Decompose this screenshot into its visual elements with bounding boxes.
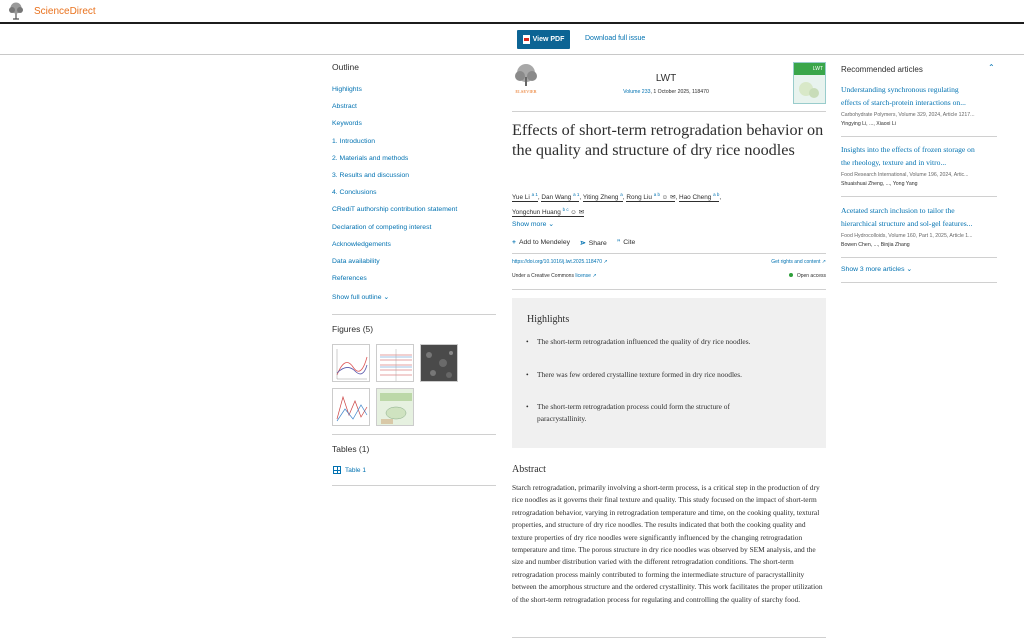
figure-thumbnail-5[interactable] bbox=[376, 388, 414, 426]
highlights-heading: Highlights bbox=[527, 314, 570, 325]
license-info bbox=[512, 273, 597, 279]
open-access-dot-icon bbox=[789, 273, 793, 277]
highlight-item: • There was few ordered crystalline texture formed in dry rice noodles. bbox=[537, 369, 777, 381]
author-link[interactable] bbox=[583, 194, 623, 202]
author-link[interactable] bbox=[512, 206, 585, 217]
pdf-icon bbox=[523, 35, 530, 44]
cover-art-icon bbox=[794, 75, 825, 103]
show-more-articles-label: Show 3 more articles bbox=[841, 266, 905, 273]
tables-heading: Tables (1) bbox=[332, 444, 370, 454]
add-to-mendeley-label: Add to Mendeley bbox=[518, 239, 570, 246]
recommended-article[interactable] bbox=[841, 205, 997, 248]
figure-thumbnail-1[interactable] bbox=[332, 344, 370, 382]
view-pdf-label: View PDF bbox=[532, 36, 565, 43]
figure-1-plot-icon bbox=[333, 345, 370, 382]
highlights-box bbox=[512, 298, 826, 448]
volume-link[interactable]: Volume 233 bbox=[623, 89, 651, 95]
author-name: Yiting Zheng bbox=[582, 194, 619, 202]
author-list: Yue Li $^{a 1}$, Dan Wang $^{a 1}$, Yiting Zheng $^a$, Rong Liu $^{a b}$ ☺ ✉, Hao Cheng $^{a b}$, Yongchun Huang $^{b c}$ ☺ ✉ bbox=[512, 192, 722, 216]
show-more-articles-link[interactable] bbox=[841, 265, 912, 273]
show-full-outline-label: Show full outline bbox=[332, 294, 382, 302]
table-1-link[interactable] bbox=[333, 466, 366, 474]
outline-item-credit-statement[interactable]: CRediT authorship contribution statement bbox=[332, 206, 458, 214]
recommended-article[interactable] bbox=[841, 84, 997, 127]
divider bbox=[332, 434, 496, 435]
show-more-label: Show more bbox=[512, 221, 547, 228]
share-label: Share bbox=[588, 240, 607, 247]
figure-3-sem-image-icon bbox=[421, 345, 458, 382]
elsevier-wordmark: ELSEVIER bbox=[515, 89, 537, 94]
recommended-source: Food Research International, Volume 196, 2024, Artic... bbox=[841, 172, 969, 178]
author-name: Yue Li bbox=[512, 194, 530, 202]
table-1-label: Table 1 bbox=[345, 466, 366, 474]
divider bbox=[841, 282, 997, 283]
author-affiliation: a bbox=[620, 192, 623, 197]
email-icon: ✉ bbox=[578, 208, 585, 216]
author-name: Rong Liu bbox=[626, 194, 652, 202]
cite-label: Cite bbox=[623, 239, 636, 246]
recommended-title-line[interactable]: the rheology, texture and in vitro... bbox=[841, 157, 947, 167]
outline-item-competing-interest[interactable]: Declaration of competing interest bbox=[332, 223, 432, 231]
doi-link[interactable] bbox=[512, 259, 608, 265]
author-name: Dan Wang bbox=[541, 194, 572, 202]
divider bbox=[512, 637, 826, 638]
recommended-authors: Bowen Chen, ..., Binjia Zhang bbox=[841, 242, 910, 248]
journal-title[interactable]: LWT bbox=[655, 73, 677, 84]
outline-item-materials-methods[interactable]: 2. Materials and methods bbox=[332, 154, 409, 162]
volume-details: , 1 October 2025, 118470 bbox=[650, 89, 709, 95]
divider bbox=[332, 485, 496, 486]
author-link[interactable] bbox=[541, 194, 579, 202]
share-button[interactable] bbox=[580, 239, 607, 247]
outline-item-references[interactable]: References bbox=[332, 275, 367, 283]
cite-button[interactable] bbox=[617, 239, 636, 247]
open-access-badge bbox=[760, 273, 826, 279]
journal-cover-image[interactable] bbox=[793, 62, 826, 104]
outline-item-conclusions[interactable]: 4. Conclusions bbox=[332, 189, 377, 197]
recommended-title-line[interactable]: effects of starch-protein interactions on... bbox=[841, 97, 966, 107]
recommended-source: Carbohydrate Polymers, Volume 329, 2024, Article 1217... bbox=[841, 112, 975, 118]
chevron-down-icon: ⌄ bbox=[548, 221, 554, 228]
plus-icon: + bbox=[512, 239, 516, 246]
recommended-authors: Yingying Li, ..., Xiaoxi Li bbox=[841, 121, 896, 127]
abstract-heading: Abstract bbox=[512, 464, 546, 475]
highlight-item: • The short-term retrogradation influenced the quality of dry rice noodles. bbox=[537, 336, 777, 348]
license-prefix: Under a Creative Commons bbox=[512, 273, 576, 279]
quote-icon: ” bbox=[616, 239, 621, 246]
outline-heading: Outline bbox=[332, 62, 359, 72]
elsevier-tree-logo-icon[interactable] bbox=[5, 1, 27, 21]
figure-thumbnail-2[interactable] bbox=[376, 344, 414, 382]
top-bar bbox=[0, 0, 1024, 24]
outline-item-acknowledgements[interactable]: Acknowledgements bbox=[332, 240, 391, 248]
view-pdf-button[interactable] bbox=[517, 30, 570, 49]
recommended-title-line[interactable]: Understanding synchronous regulating bbox=[841, 85, 959, 94]
figures-heading: Figures (5) bbox=[332, 324, 374, 334]
license-link-label: license bbox=[575, 273, 591, 279]
article-actions bbox=[512, 239, 635, 247]
author-name: Hao Cheng bbox=[679, 194, 712, 202]
outline-item-introduction[interactable]: 1. Introduction bbox=[332, 137, 376, 145]
elsevier-logo-icon[interactable] bbox=[512, 62, 540, 94]
author-link[interactable] bbox=[679, 194, 719, 202]
article-title: Effects of short-term retrogradation behavior on the quality and structure of dry rice noodles bbox=[512, 121, 824, 159]
show-more-link[interactable] bbox=[512, 220, 554, 228]
article-toolbar bbox=[0, 25, 1024, 55]
chevron-down-icon: ⌄ bbox=[383, 294, 390, 302]
abstract-text: Starch retrogradation, primarily involving a short-term process, is a critical step in the production of dry rice noodles as it governs their final texture and quality. This study focused on the impact of short-term retrogradation behavior, varying in retrogradation temperature and time, on the cooking quality, textural properties, and structure of dry rice noodles. The results indicated that both the cooking quality and texture properties of dry rice noodles were significantly influenced by the changing retrogradation temperature and time. The porous structure in dry rice noodles was observed by SEM analysis, and the size and number distribution varied with the different retrogradation conditions. The short-term retrogradation process mainly contributed to forming the intermediate structure of paracrystallinity between the amorphous structure and the ordered crystallinity. This work facilitates the proper utilization of the short-term retrogradation process for regulating and controlling the quality of starchy food. bbox=[512, 483, 823, 604]
rights-label: Get rights and content bbox=[771, 259, 821, 265]
author-affiliation: b c bbox=[562, 206, 569, 212]
author-name: Yongchun Huang bbox=[512, 208, 561, 216]
person-icon: ☺ bbox=[661, 194, 669, 202]
chevron-up-icon[interactable]: ⌃ bbox=[988, 63, 995, 72]
share-icon: ⋗ bbox=[580, 240, 586, 247]
external-link-icon: ↗ bbox=[603, 259, 608, 265]
recommended-article[interactable] bbox=[841, 144, 997, 187]
sciencedirect-brand-link[interactable]: ScienceDirect bbox=[34, 6, 96, 17]
table-icon bbox=[333, 466, 341, 474]
divider bbox=[512, 289, 826, 290]
external-link-icon: ↗ bbox=[821, 259, 826, 265]
outline-item-data-availability[interactable]: Data availability bbox=[332, 257, 380, 265]
divider bbox=[332, 314, 496, 315]
divider bbox=[841, 136, 997, 137]
chevron-down-icon: ⌄ bbox=[906, 266, 913, 273]
recommended-title-line[interactable]: Insights into the effects of frozen storage on bbox=[841, 145, 975, 154]
highlight-item: • The short-term retrogradation process could form the structure of paracrystallinity. bbox=[537, 401, 777, 425]
author-link[interactable] bbox=[626, 194, 675, 202]
recommended-title-line[interactable]: Acetated starch inclusion to tailor the bbox=[841, 206, 955, 215]
divider bbox=[841, 196, 997, 197]
download-full-issue-link[interactable]: Download full issue bbox=[585, 35, 646, 42]
outline-item-abstract[interactable]: Abstract bbox=[332, 103, 357, 111]
rights-and-content-link[interactable] bbox=[740, 259, 826, 265]
figure-2-plot-icon bbox=[377, 345, 414, 382]
outline-item-results-discussion[interactable]: 3. Results and discussion bbox=[332, 171, 410, 179]
recommended-title-line[interactable]: hierarchical structure and sol-gel features... bbox=[841, 218, 973, 228]
recommended-authors: Shuaishuai Zheng, ..., Yong Yang bbox=[841, 181, 918, 187]
author-affiliation: a b bbox=[653, 192, 660, 197]
doi-text: https://doi.org/10.1016/j.lwt.2025.118470 bbox=[512, 259, 602, 265]
figure-thumbnail-3[interactable] bbox=[420, 344, 458, 382]
recommended-source: Food Hydrocolloids, Volume 160, Part 1, 2025, Article 1... bbox=[841, 233, 973, 239]
outline-item-keywords[interactable]: Keywords bbox=[332, 120, 362, 128]
external-link-icon: ↗ bbox=[592, 273, 597, 279]
add-to-mendeley-button[interactable] bbox=[512, 239, 570, 247]
email-icon: ✉ bbox=[670, 194, 676, 202]
cover-label: LWT bbox=[794, 63, 825, 75]
outline-panel bbox=[332, 62, 496, 301]
divider bbox=[512, 111, 826, 112]
open-access-label: Open access bbox=[796, 273, 826, 279]
divider bbox=[841, 257, 997, 258]
show-full-outline-link[interactable] bbox=[332, 293, 496, 301]
recommended-heading: Recommended articles bbox=[841, 65, 923, 74]
author-affiliation: a 1 bbox=[573, 192, 580, 197]
author-link[interactable] bbox=[512, 194, 538, 202]
license-link[interactable] bbox=[575, 273, 596, 279]
person-icon: ☺ bbox=[570, 208, 577, 216]
author-affiliation: a 1 bbox=[531, 192, 538, 197]
figure-4-plot-icon bbox=[333, 389, 370, 426]
divider bbox=[512, 253, 826, 254]
outline-item-highlights[interactable]: Highlights bbox=[332, 86, 362, 93]
volume-info bbox=[588, 89, 744, 95]
author-affiliation: a b bbox=[713, 192, 720, 197]
figure-thumbnail-4[interactable] bbox=[332, 388, 370, 426]
figure-5-graphical-abstract-icon bbox=[377, 389, 414, 426]
